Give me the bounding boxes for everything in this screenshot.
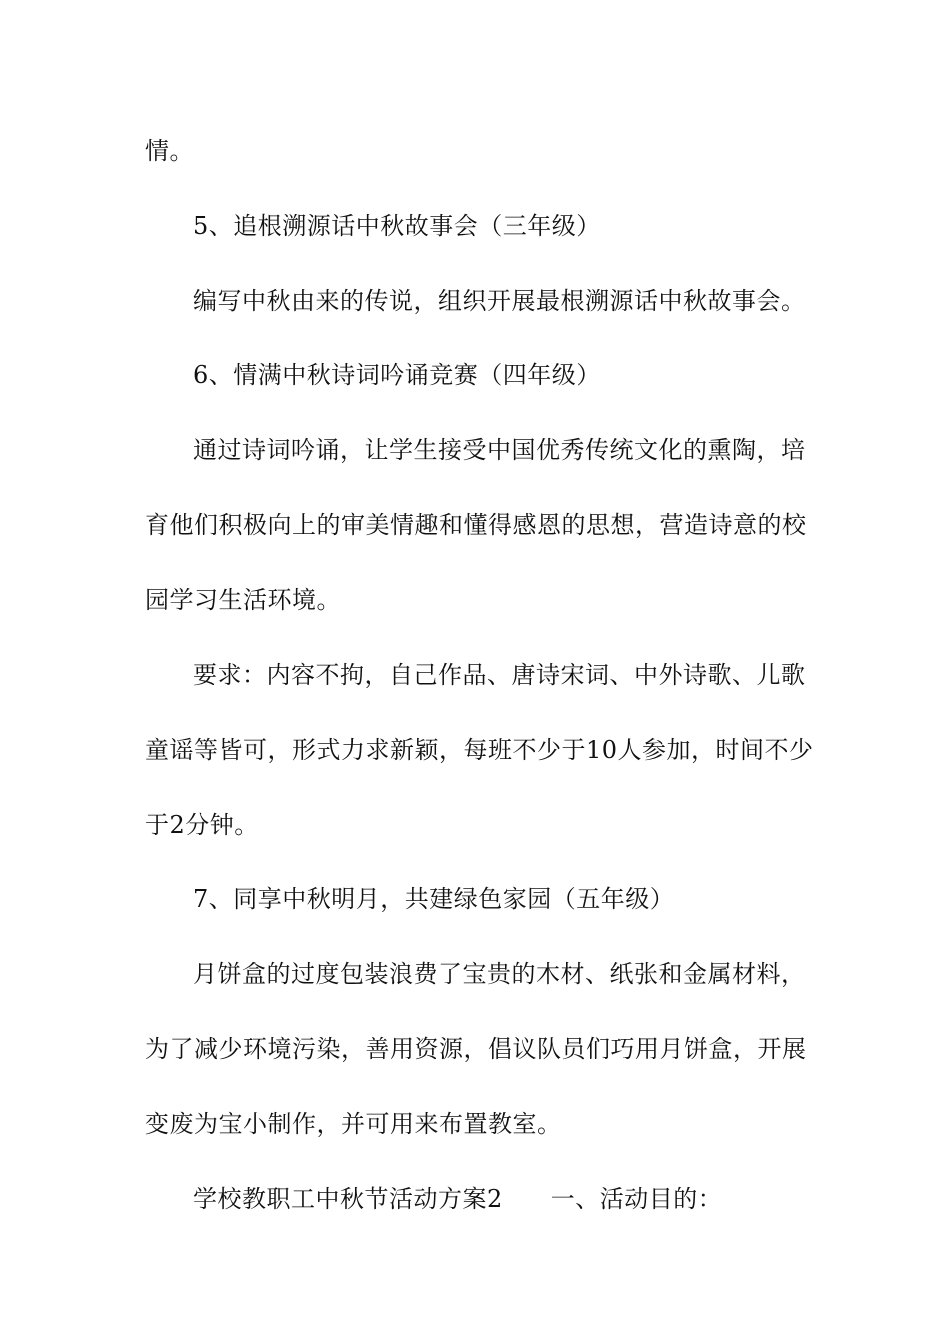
section-heading: 一、活动目的： (550, 1185, 723, 1213)
paragraph-line: 为了减少环境污染，善用资源，倡议队员们巧用月饼盒，开展 (145, 1035, 807, 1063)
paragraph-line: 编写中秋由来的传说，组织开展最根溯源话中秋故事会。 (193, 287, 806, 315)
paragraph-line: 通过诗词吟诵，让学生接受中国优秀传统文化的熏陶，培 (193, 436, 806, 464)
paragraph-line: 月饼盒的过度包装浪费了宝贵的木材、纸张和金属材料， (193, 960, 806, 988)
section-heading: 5、追根溯源话中秋故事会（三年级） (193, 212, 601, 240)
paragraph-line: 园学习生活环境。 (145, 586, 341, 614)
document-title-line (193, 1184, 873, 1214)
section-heading: 6、情满中秋诗词吟诵竞赛（四年级） (193, 361, 601, 389)
paragraph-line: 变废为宝小制作，并可用来布置教室。 (145, 1110, 562, 1138)
paragraph-line: 育他们积极向上的审美情趣和懂得感恩的思想，营造诗意的校 (145, 511, 807, 539)
document-title: 学校教职工中秋节活动方案2 (193, 1185, 503, 1213)
paragraph-line: 情。 (145, 137, 194, 165)
paragraph-line: 于2分钟。 (145, 811, 259, 839)
paragraph-line: 童谣等皆可，形式力求新颖，每班不少于10人参加，时间不少 (145, 736, 814, 764)
section-heading: 7、同享中秋明月，共建绿色家园（五年级） (193, 885, 675, 913)
paragraph-line: 要求：内容不拘，自己作品、唐诗宋词、中外诗歌、儿歌 (193, 661, 806, 689)
